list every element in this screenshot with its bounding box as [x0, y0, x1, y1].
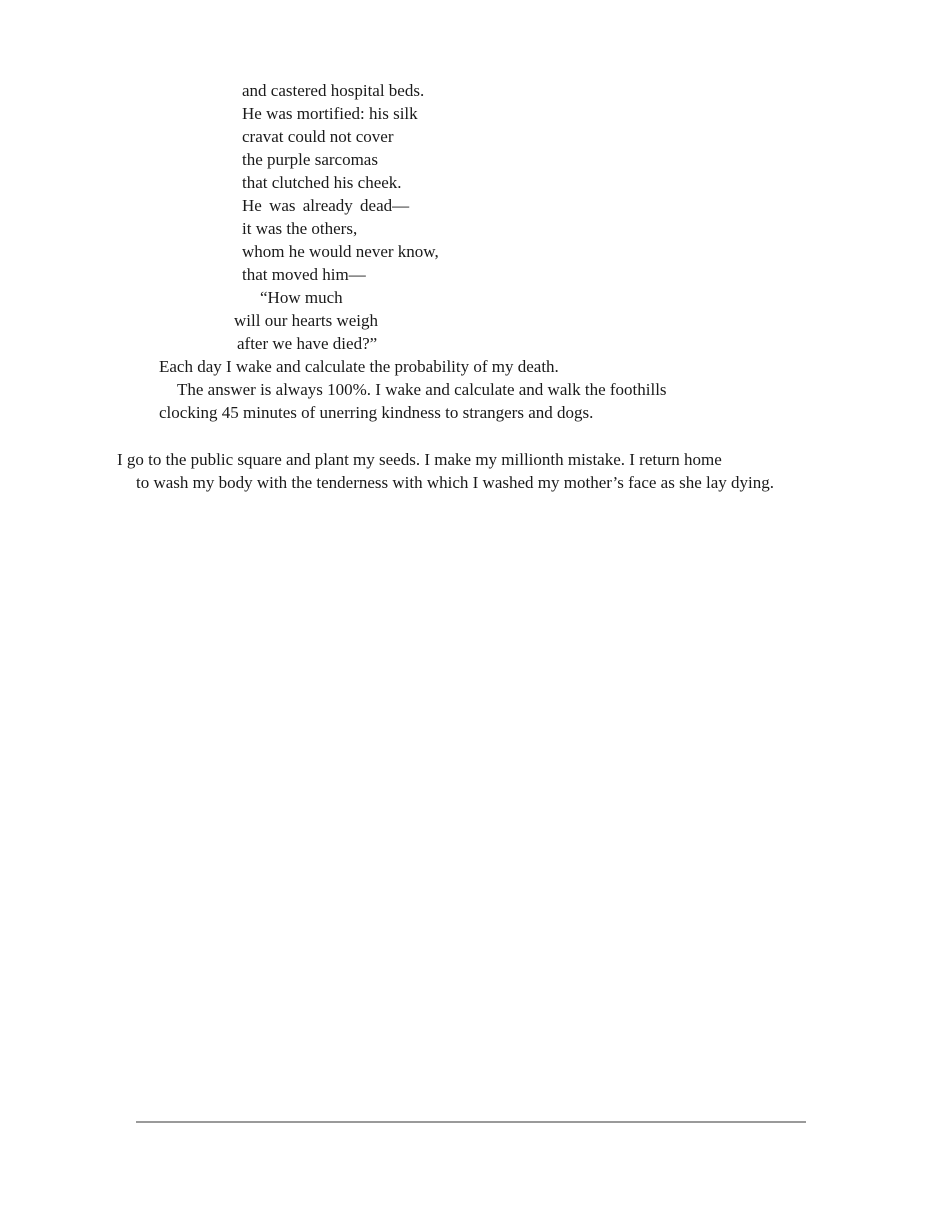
poem-line: whom he would never know,	[242, 242, 439, 261]
poem-line: the purple sarcomas	[242, 150, 378, 169]
poem-line: that clutched his cheek.	[242, 173, 402, 192]
poem-line: after we have died?”	[237, 334, 378, 353]
poem-line: and castered hospital beds.	[242, 81, 425, 100]
poem-line: He was mortified: his silk	[242, 104, 418, 123]
poem-line: I go to the public square and plant my seeds. I make my millionth mistake. I return home	[117, 450, 722, 469]
poem-line: He was already dead—	[242, 196, 410, 215]
poem-line: Each day I wake and calculate the probability of my death.	[159, 357, 559, 376]
poem-line: to wash my body with the tenderness with which I washed my mother’s face as she lay dying.	[136, 473, 774, 492]
poem-line: that moved him—	[242, 265, 366, 284]
poem-line: it was the others,	[242, 219, 358, 238]
poem-line: clocking 45 minutes of unerring kindness to strangers and dogs.	[159, 403, 594, 422]
poem-line: will our hearts weigh	[234, 311, 378, 330]
footer-rule	[136, 1121, 806, 1123]
poem-line: cravat could not cover	[242, 127, 394, 146]
poem-line: The answer is always 100%. I wake and calculate and walk the foothills	[177, 380, 667, 399]
poem-line: “How much	[260, 288, 343, 307]
